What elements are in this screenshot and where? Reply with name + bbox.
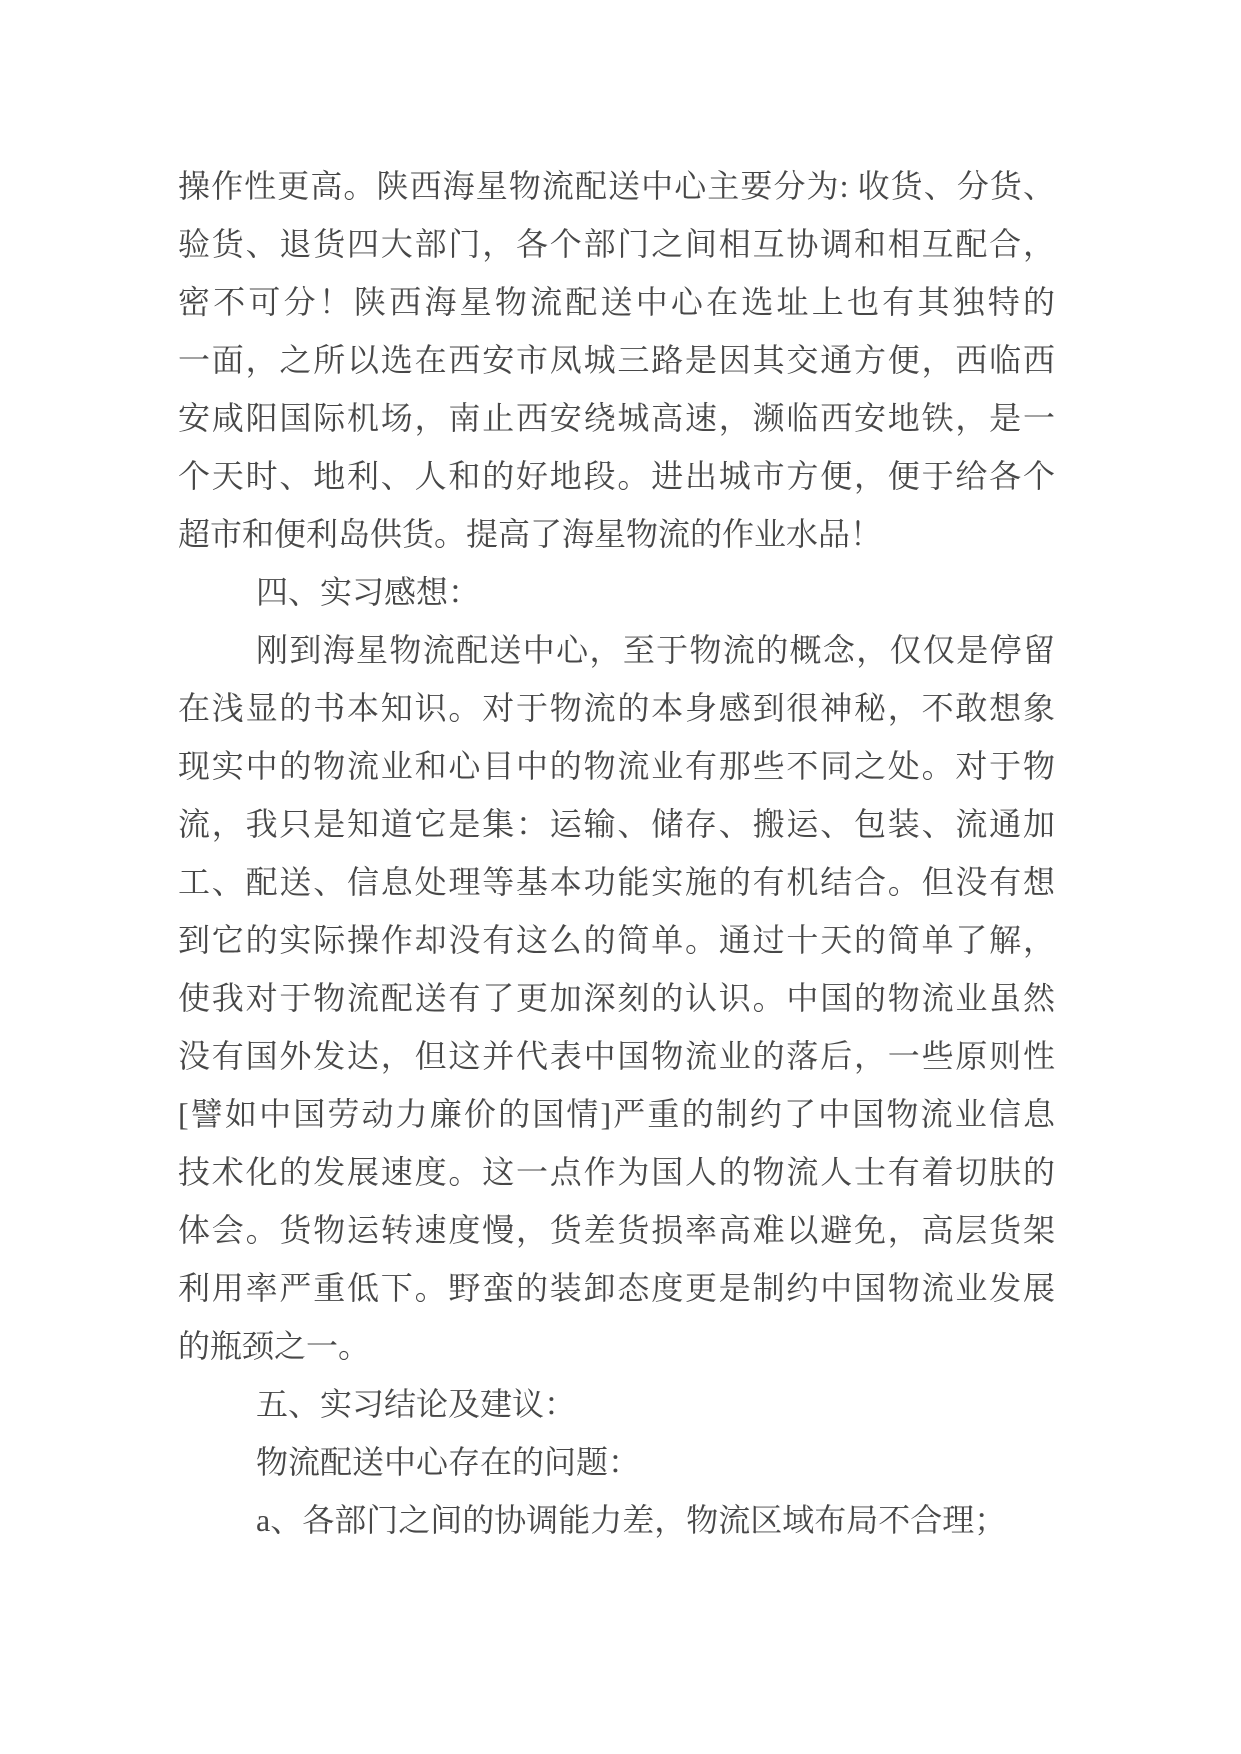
document-text-block — [178, 157, 1055, 1549]
text-line: 四、实习感想： — [256, 574, 481, 610]
text-line: 密不可分！陕西海星物流配送中心在选址上也有其独特的 — [178, 284, 1055, 320]
text-line: 安咸阳国际机场，南止西安绕城高速，濒临西安地铁，是一 — [178, 400, 1055, 436]
text-line: 流，我只是知道它是集：运输、储存、搬运、包装、流通加 — [178, 806, 1055, 842]
text-line: 到它的实际操作却没有这么的简单。通过十天的简单了解， — [178, 922, 1055, 958]
text-line: 在浅显的书本知识。对于物流的本身感到很神秘，不敢想象 — [178, 690, 1055, 726]
text-line: 操作性更高。陕西海星物流配送中心主要分为: 收货、分货、 — [178, 168, 1055, 204]
text-line: [譬如中国劳动力廉价的国情]严重的制约了中国物流业信息 — [178, 1096, 1055, 1132]
text-line: 体会。货物运转速度慢，货差货损率高难以避免，高层货架 — [178, 1212, 1055, 1248]
text-line: 验货、退货四大部门，各个部门之间相互协调和相互配合， — [178, 226, 1055, 262]
text-line: 个天时、地利、人和的好地段。进出城市方便，便于给各个 — [178, 458, 1055, 494]
text-line: 一面，之所以选在西安市凤城三路是因其交通方便，西临西 — [178, 342, 1055, 378]
text-line: 物流配送中心存在的问题： — [256, 1444, 641, 1480]
text-line: 刚到海星物流配送中心，至于物流的概念，仅仅是停留 — [256, 632, 1055, 668]
text-line: 使我对于物流配送有了更加深刻的认识。中国的物流业虽然 — [178, 980, 1055, 1016]
text-line: 超市和便利岛供货。提高了海星物流的作业水品！ — [178, 516, 883, 552]
text-line: 工、配送、信息处理等基本功能实施的有机结合。但没有想 — [178, 864, 1055, 900]
text-line: 没有国外发达，但这并代表中国物流业的落后，一些原则性 — [178, 1038, 1055, 1074]
text-line: 现实中的物流业和心目中的物流业有那些不同之处。对于物 — [178, 748, 1055, 784]
text-line: 的瓶颈之一。 — [178, 1328, 371, 1364]
text-line: 技术化的发展速度。这一点作为国人的物流人士有着切肤的 — [178, 1154, 1055, 1190]
text-line: 五、实习结论及建议： — [256, 1386, 577, 1422]
text-line: a、各部门之间的协调能力差，物流区域布局不合理； — [256, 1502, 1007, 1538]
text-line: 利用率严重低下。野蛮的装卸态度更是制约中国物流业发展 — [178, 1270, 1055, 1306]
